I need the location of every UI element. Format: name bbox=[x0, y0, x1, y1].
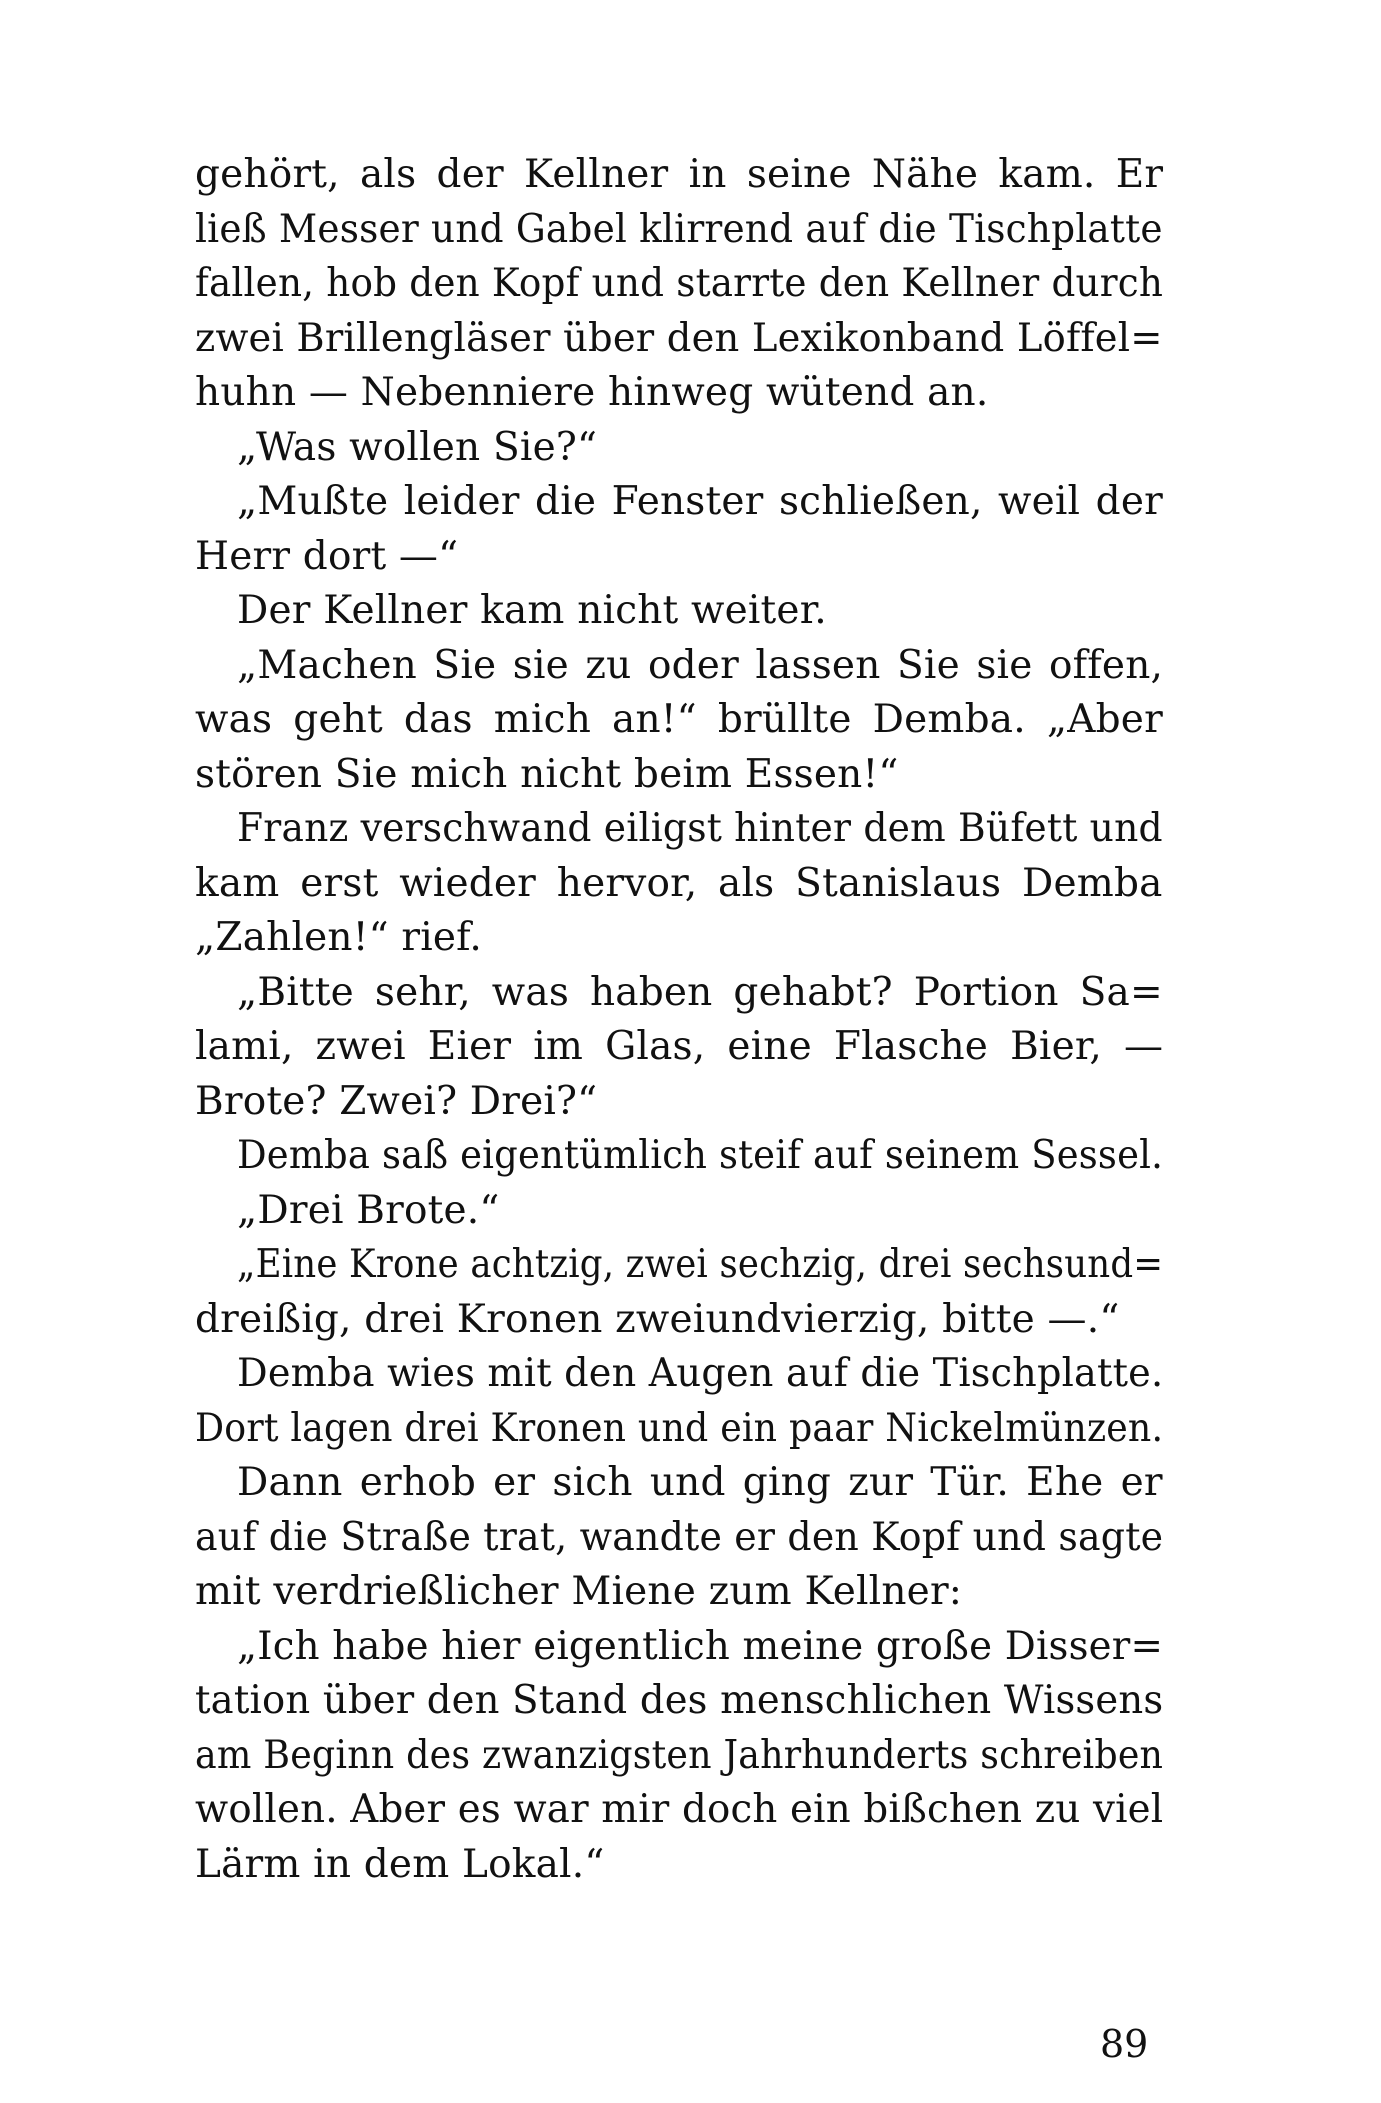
text-line: „Bitte sehr, was haben gehabt? Portion Sa= bbox=[237, 969, 1163, 1015]
text-line: kam erst wieder hervor, als Stanislaus Demba bbox=[195, 860, 1163, 906]
text-line: mit verdrießlicher Miene zum Kellner: bbox=[195, 1569, 963, 1614]
text-line: Der Kellner kam nicht weiter. bbox=[237, 588, 827, 633]
text-line: Lärm in dem Lokal.“ bbox=[195, 1841, 605, 1887]
text-line: auf die Straße trat, wandte er den Kopf und sagte bbox=[195, 1514, 1164, 1560]
text-line: „Was wollen Sie?“ bbox=[237, 424, 598, 470]
text-line: Brote? Zwei? Drei?“ bbox=[195, 1078, 598, 1124]
text-line: Herr dort —“ bbox=[195, 533, 459, 579]
text-line: „Ich habe hier eigentlich meine große Disser= bbox=[237, 1623, 1164, 1669]
text-line: „Eine Krone achtzig, zwei sechzig, drei sechsund= bbox=[237, 1242, 1164, 1287]
text-line: fallen, hob den Kopf und starrte den Kellner durch bbox=[195, 261, 1164, 306]
text-line: zwei Brillengläser über den Lexikonband Löffel= bbox=[195, 315, 1163, 361]
page-number: 89 bbox=[1100, 2022, 1149, 2066]
text-line: „Machen Sie sie zu oder lassen Sie sie offen, bbox=[237, 642, 1164, 688]
text-line: tation über den Stand des menschlichen Wissens bbox=[195, 1678, 1164, 1723]
text-line: Demba saß eigentümlich steif auf seinem Sessel. bbox=[237, 1133, 1164, 1178]
text-line: „Drei Brote.“ bbox=[237, 1187, 500, 1233]
text-line: dreißig, drei Kronen zweiundvierzig, bitte —.“ bbox=[195, 1296, 1120, 1342]
text-line: „Mußte leider die Fenster schließen, weil der bbox=[237, 479, 1163, 524]
text-line: was geht das mich an!“ brüllte Demba. „Aber bbox=[195, 697, 1163, 742]
text-line: wollen. Aber es war mir doch ein bißchen zu viel bbox=[195, 1787, 1164, 1832]
text-line: lami, zwei Eier im Glas, eine Flasche Bier, — bbox=[195, 1024, 1164, 1069]
text-line: huhn — Nebenniere hinweg wütend an. bbox=[195, 370, 989, 415]
text-line: Dann erhob er sich und ging zur Tür. Ehe er bbox=[237, 1460, 1163, 1505]
text-line: ließ Messer und Gabel klirrend auf die Tischplatte bbox=[195, 206, 1163, 252]
text-line: Franz verschwand eiligst hinter dem Büfett und bbox=[237, 806, 1163, 851]
text-line: am Beginn des zwanzigsten Jahrhunderts schreiben bbox=[195, 1732, 1164, 1778]
text-line: stören Sie mich nicht beim Essen!“ bbox=[195, 751, 899, 797]
text-line: Demba wies mit den Augen auf die Tischplatte. bbox=[237, 1351, 1164, 1396]
text-line: gehört, als der Kellner in seine Nähe kam. Er bbox=[195, 152, 1164, 197]
text-line: „Zahlen!“ rief. bbox=[195, 915, 482, 960]
text-line: Dort lagen drei Kronen und ein paar Nickelmünzen. bbox=[195, 1405, 1164, 1451]
